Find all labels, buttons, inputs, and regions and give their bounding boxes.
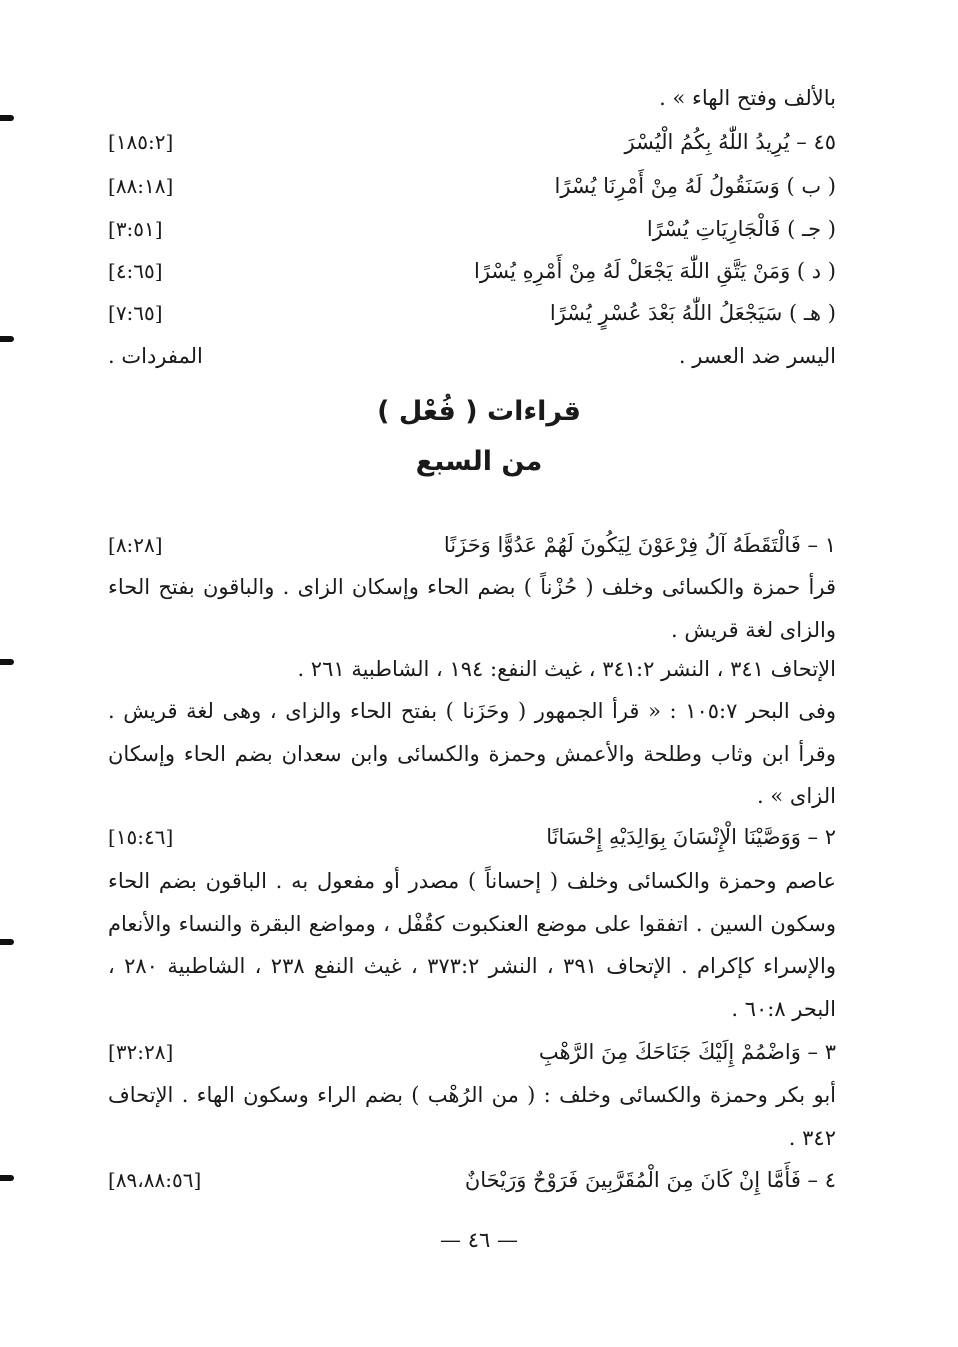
mufradat-text: اليسر ضد العسر . xyxy=(678,344,836,368)
verse-text: ( د ) وَمَنْ يَتَّقِ اللّٰهَ يَجْعَلْ لَهُ مِنْ أَمْرِهِ يُسْرًا xyxy=(473,259,836,283)
verse-line xyxy=(108,166,836,206)
verse-line xyxy=(108,209,836,249)
commentary-paragraph: وفى البحر ١٠٥:٧ : « قرأ الجمهور ( وحَزَنا ) بفتح الحاء والزاى ، وهى لغة قريش . وقرأ ابن وثاب وطلحة والأعمش وحمزة والكسائى وابن سعدان بضم الحاء وإسكان الزاى » . xyxy=(108,699,837,808)
item-title-line xyxy=(108,1160,836,1200)
section-heading: قراءات ( فُعْل ) xyxy=(377,396,581,427)
verse-line xyxy=(108,122,836,162)
item-title: ٣ – وَاضْمُمْ إِلَيْكَ جَنَاحَكَ مِنَ الرَّهْبِ xyxy=(538,1040,836,1064)
item-title-line xyxy=(108,817,836,857)
item-title-line xyxy=(108,1032,836,1072)
verse-text: ( جـ ) فَالْجَارِيَاتِ يُسْرًا xyxy=(646,217,836,241)
verse-text: ٤٥ – يُرِيدُ اللّٰهُ بِكُمُ الْيُسْرَ xyxy=(624,130,836,154)
item-title: ١ – فَالْتَقَطَهُ آلُ فِرْعَوْنَ لِيَكُونَ لَهُمْ عَدُوًّا وَحَزَنًا xyxy=(443,533,836,557)
verse-text: ( ب ) وَسَنَقُولُ لَهُ مِنْ أَمْرِنَا يُسْرًا xyxy=(554,174,836,198)
commentary-paragraph: أبو بكر وحمزة والكسائى وخلف : ( من الرُهْب ) بضم الراء وسكون الهاء . الإتحاف ٣٤٢ . xyxy=(108,1083,836,1150)
item-reference: [٨:٢٨] xyxy=(108,533,163,557)
item-reference: [٨٩،٨٨:٥٦] xyxy=(108,1168,202,1192)
verse-reference: [١٨٥:٢] xyxy=(108,130,174,154)
commentary-paragraph: عاصم وحمزة والكسائى وخلف ( إحساناً ) مصدر أو مفعول به . الباقون بضم الحاء وسكون السين . اتفقوا على موضع العنكبوت كقُفْل ، ومواضع البقرة والنساء والأنعام والإسراء كإكرام . الإتحاف ٣٩١ ، النشر ٣٧٣:٢ ، غيث النفع ٢٣٨ ، الشاطبية ٢٨٠ ، البحر ٦٠:٨ . xyxy=(108,869,836,1021)
page-number: — ٤٦ — xyxy=(440,1228,518,1252)
scan-edge-mark xyxy=(0,1175,14,1181)
item-title: ٤ – فَأَمَّا إِنْ كَانَ مِنَ الْمُقَرَّبِينَ فَرَوْحٌ وَرَيْحَانٌ xyxy=(464,1168,836,1192)
scan-edge-mark xyxy=(0,659,14,665)
continuation-line xyxy=(108,78,836,118)
mufradat-line xyxy=(108,336,836,376)
verse-reference: [٨٨:١٨] xyxy=(108,174,174,198)
item-title-line xyxy=(108,525,836,565)
verse-line xyxy=(108,293,836,333)
commentary-paragraph: قرأ حمزة والكسائى وخلف ( حُزْناً ) بضم الحاء وإسكان الزاى . والباقون بفتح الحاء والزاى لغة قريش . xyxy=(108,575,836,642)
item-reference: [١٥:٤٦] xyxy=(108,825,174,849)
scan-edge-mark xyxy=(0,939,14,945)
verse-line xyxy=(108,251,836,291)
item-reference: [٣٢:٢٨] xyxy=(108,1040,174,1064)
scan-edge-mark xyxy=(0,115,14,121)
commentary-paragraph: الإتحاف ٣٤١ ، النشر ٣٤١:٢ ، غيث النفع: ١٩٤ ، الشاطبية ٢٦١ . xyxy=(297,657,836,681)
mufradat-label: المفردات . xyxy=(108,344,203,368)
verse-reference: [٤:٦٥] xyxy=(108,259,163,283)
section-subheading: من السبع xyxy=(415,446,543,477)
item-title: ٢ – وَوَصَّيْنَا الْإِنْسَانَ بِوَالِدَيْهِ إِحْسَانًا xyxy=(546,825,836,849)
scan-edge-mark xyxy=(0,336,14,342)
verse-text: ( هـ ) سَيَجْعَلُ اللّٰهُ بَعْدَ عُسْرٍ يُسْرًا xyxy=(549,301,836,325)
verse-reference: [٣:٥١] xyxy=(108,217,163,241)
continuation-text: بالألف وفتح الهاء » . xyxy=(659,86,836,110)
verse-reference: [٧:٦٥] xyxy=(108,301,163,325)
